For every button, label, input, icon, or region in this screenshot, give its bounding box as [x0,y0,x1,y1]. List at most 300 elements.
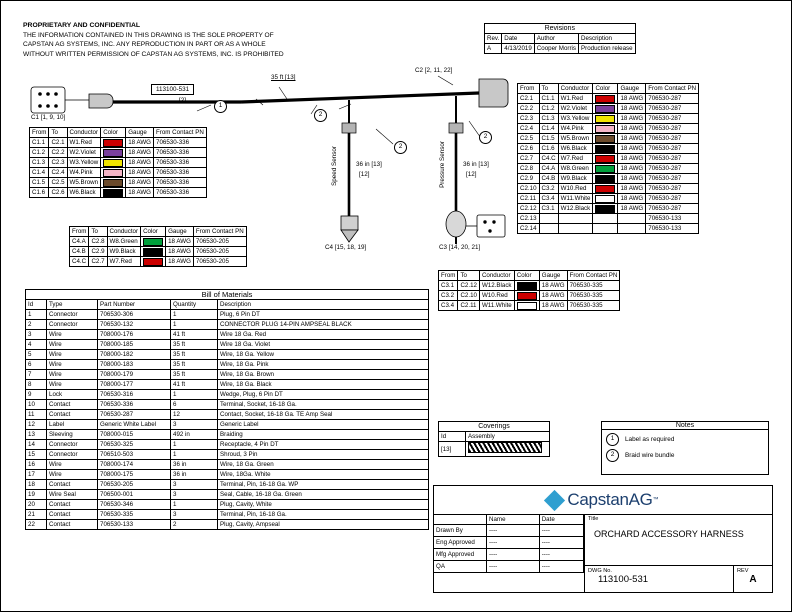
cell: 4 [26,340,47,350]
cell: Connector [47,320,98,330]
cell: 706530-287 [646,204,699,214]
cell: Contact, Socket, 16-18 Ga. TE Amp Seal [218,410,429,420]
cell: C4.A [539,164,558,174]
cell: 708000-185 [98,340,171,350]
cell [539,224,558,234]
table-row [26,440,429,450]
cell: W3.Yellow [558,114,593,124]
column-header: Author [534,34,578,44]
cell: Label [47,420,98,430]
c4-label: C4 [15, 18, 19] [325,244,367,251]
cell: C2.9 [89,247,107,257]
c3-connector-table [438,270,620,311]
cell: 706530-287 [646,164,699,174]
cell: C1.1 [30,138,49,148]
table-row [70,237,247,247]
cell: 18 AWG [126,168,154,178]
cell: A [485,44,502,54]
cell: 18 AWG [166,257,194,267]
table-row [26,340,429,350]
color-swatch-cell [101,178,126,188]
cell: 706530-287 [646,184,699,194]
column-header: Color [593,84,618,94]
color-swatch-cell [514,291,539,301]
table-row [26,390,429,400]
column-header: From Contact PN [154,128,207,138]
color-swatch-cell [593,144,618,154]
proprietary-line-2: CAPSTAN AG SYSTEMS, INC. ANY REPRODUCTION IN PART OR AS A WHOLE [23,41,266,48]
table-row [434,525,584,537]
table-row [26,450,429,460]
column-header: From Contact PN [646,84,699,94]
bom-title: Bill of Materials [26,290,429,300]
cell: Cooper Morris [534,44,578,54]
capstan-logo [434,486,772,515]
column-header: From Contact PN [567,271,620,281]
cell: 1 [171,500,218,510]
table-row [518,214,699,224]
cell: W6.Black [558,144,593,154]
note-item [606,449,764,462]
cell: C2.10 [518,184,540,194]
table-row [30,178,207,188]
table-row [439,442,550,457]
cell: 18 AWG [539,291,567,301]
table-row [26,350,429,360]
cell: W11.White [558,194,593,204]
cell: C3.1 [539,204,558,214]
cell: C3.2 [539,184,558,194]
table-row [26,430,429,440]
cell: 706500-001 [98,490,171,500]
cell: 706530-287 [646,194,699,204]
cell: W1.Red [558,94,593,104]
c1-label: C1 [1, 9, 10] [31,114,66,121]
balloon-1-c1: 1 [214,100,227,113]
table-row [26,490,429,500]
cell: C2.4 [518,124,540,134]
cell: 22 [26,520,47,530]
cell: 706530-336 [154,138,207,148]
column-header: Gauge [166,227,194,237]
cell: ---- [539,537,583,549]
color-swatch-cell [141,237,166,247]
cell: W1.Red [67,138,101,148]
cell: W7.Red [558,154,593,164]
table-row [518,114,699,124]
note-text: Label as required [625,436,675,443]
cell: 708000-183 [98,360,171,370]
cell: C4.C [539,154,558,164]
cell: 3 [26,330,47,340]
table-row [26,460,429,470]
c1-connector-table [29,127,207,198]
table-row [26,470,429,480]
color-swatch-cell [101,168,126,178]
cell: Wire 18 Ga. Red [218,330,429,340]
coverings-table [438,421,550,457]
cell: Wire, 18 Ga. Brown [218,370,429,380]
table-row [439,301,620,311]
cell: Wire [47,360,98,370]
table-row [26,420,429,430]
column-header: Color [141,227,166,237]
cell: Wire [47,340,98,350]
cell: C2.6 [49,188,67,198]
cell: 2 [171,520,218,530]
cell: 3 [171,510,218,520]
cell: 16 [26,460,47,470]
cell: Contact [47,480,98,490]
cell: 706530-325 [98,440,171,450]
note-text: Braid wire bundle [625,452,675,459]
cell: W4.Pink [558,124,593,134]
cell: C2.2 [49,148,67,158]
cell: 1 [171,320,218,330]
cell: 18 [26,480,47,490]
cell: 706530-346 [98,500,171,510]
cell: 15 [26,450,47,460]
cell: 36 in [171,470,218,480]
proprietary-heading: PROPRIETARY AND CONFIDENTIAL [23,22,141,29]
column-header [434,515,487,525]
cell: Wire [47,330,98,340]
cell: C3.2 [439,291,458,301]
cell: 706530-287 [646,154,699,164]
cell: 706530-205 [193,237,246,247]
column-header: Date [539,515,583,525]
bill-of-materials-table [25,289,429,530]
cell: W6.Black [67,188,101,198]
cell: ---- [487,525,540,537]
cell: Eng Approved [434,537,487,549]
cell: 1 [171,390,218,400]
cell: 706530-133 [98,520,171,530]
balloon-2-speed: 2 [394,141,407,154]
cell: C2.5 [518,134,540,144]
table-row [518,194,699,204]
cell: 11 [26,410,47,420]
column-header: Conductor [107,227,141,237]
cell: W12.Black [558,204,593,214]
cell: C3.4 [539,194,558,204]
table-row [518,94,699,104]
cell: 708000-015 [98,430,171,440]
note-balloon: 1 [606,433,619,446]
cell: W8.Green [558,164,593,174]
proprietary-line-3: WITHOUT WRITTEN PERMISSION OF CAPSTAN AG SYSTEMS, INC. IS PROHIBITED [23,50,284,58]
harness-quantity: [2] [179,97,187,104]
cell: Wire [47,380,98,390]
column-header: Assembly [466,432,550,442]
table-row [30,158,207,168]
cell: 18 AWG [126,158,154,168]
column-header: Description [579,34,636,44]
cell: Wire [47,460,98,470]
color-swatch-cell [514,301,539,311]
cell: 41 ft [171,380,218,390]
balloon-2-trunk: 2 [314,109,327,122]
cell: 18 AWG [618,164,646,174]
cell: 35 ft [171,350,218,360]
cell: C1.1 [539,94,558,104]
notes-title: Notes [602,422,768,430]
cell [558,214,593,224]
balloon-2-pressure: 2 [479,131,492,144]
column-header: Gauge [126,128,154,138]
cell: W11.White [479,301,514,311]
cell [558,224,593,234]
table-row [26,480,429,490]
cell: C4.B [70,247,89,257]
coverings-title: Coverings [439,422,550,432]
table-row [518,164,699,174]
cell: 706530-316 [98,390,171,400]
cell: C2.7 [89,257,107,267]
length-36in-speed: 36 in [13] [356,161,382,168]
cell: Receptacle, 4 Pin DT [218,440,429,450]
logo-tm: ™ [652,497,659,503]
cell: 706530-287 [646,134,699,144]
logo-text: CapstanAG [567,490,653,509]
cell: 706530-133 [646,224,699,234]
cell: W2.Violet [67,148,101,158]
cell: 706530-336 [154,158,207,168]
cell: Terminal, Pin, 16-18 Ga. [218,510,429,520]
cell: 708000-177 [98,380,171,390]
cell: ---- [487,549,540,561]
cell: C3.1 [439,281,458,291]
cell: C2.1 [518,94,540,104]
table-row [30,168,207,178]
cell: C4.C [70,257,89,267]
cell: 20 [26,500,47,510]
cell: 3 [171,490,218,500]
speed-sensor-label: Speed Sensor [331,146,338,186]
table-row [434,561,584,573]
cell: 706530-287 [646,144,699,154]
note-item [606,433,764,446]
cell [618,224,646,234]
cell: 18 AWG [166,237,194,247]
column-header: Name [487,515,540,525]
color-swatch-cell [593,214,618,224]
table-row [518,124,699,134]
cell: 2 [26,320,47,330]
color-swatch-cell [141,247,166,257]
cell: 8 [26,380,47,390]
cell: Production release [579,44,636,54]
table-row [518,174,699,184]
column-header: Type [47,300,98,310]
cell: 1 [171,450,218,460]
cell: 7 [26,370,47,380]
cell: C1.2 [539,104,558,114]
cell: Connector [47,440,98,450]
cell: 706530-335 [567,291,620,301]
cell: 18 AWG [618,194,646,204]
braid-sample [466,442,550,457]
table-row [434,549,584,561]
cell: W8.Green [107,237,141,247]
table-row [439,291,620,301]
cell: W5.Brown [558,134,593,144]
table-row [26,500,429,510]
cell: W10.Red [558,184,593,194]
cell: 18 AWG [126,188,154,198]
cell: Terminal, Pin, 16-18 Ga. WP [218,480,429,490]
cell: 12 [26,420,47,430]
cell: Wire [47,370,98,380]
cell: 18 AWG [618,124,646,134]
cell: C2.11 [518,194,540,204]
cell: W9.Black [107,247,141,257]
cell: Shroud, 3 Pin [218,450,429,460]
cell [539,214,558,224]
cell: ---- [539,561,583,573]
cell: C2.6 [518,144,540,154]
cell: 1 [171,310,218,320]
cell: 706530-205 [193,247,246,257]
harness-part-number: 113100-531 [151,84,194,95]
column-header: From [518,84,540,94]
cell: Plug, Cavity, Ampseal [218,520,429,530]
table-row [26,510,429,520]
cell: 708000-176 [98,330,171,340]
column-header: Color [101,128,126,138]
cell [618,214,646,224]
cell: 706530-205 [193,257,246,267]
cell: 12 [171,410,218,420]
color-swatch-cell [593,184,618,194]
note-balloon: 2 [606,449,619,462]
table-row [518,224,699,234]
table-row [26,520,429,530]
cell: C1.2 [30,148,49,158]
table-row [30,138,207,148]
cell: W4.Pink [67,168,101,178]
column-header: Gauge [539,271,567,281]
cell: 18 AWG [126,138,154,148]
column-header: Conductor [67,128,101,138]
cell: Plug, 6 Pin DT [218,310,429,320]
column-header: To [458,271,480,281]
cell: ---- [487,561,540,573]
table-row [518,204,699,214]
cell: CONNECTOR PLUG 14-PIN AMPSEAL BLACK [218,320,429,330]
table-row [26,370,429,380]
column-header: Description [218,300,429,310]
cell: Connector [47,310,98,320]
cell: Connector [47,450,98,460]
cell: 706530-336 [154,188,207,198]
cell: W9.Black [558,174,593,184]
dwg-label: DWG No. [588,568,612,574]
cell: 708000-175 [98,470,171,480]
cell: C2.7 [518,154,540,164]
title-value: ORCHARD ACCESSORY HARNESS [594,529,744,539]
cell: W12.Black [479,281,514,291]
cell: 14 [26,440,47,450]
cell: Contact [47,410,98,420]
cell: C4.B [539,174,558,184]
cell: Generic Label [218,420,429,430]
cell: Sleeving [47,430,98,440]
column-header: Id [439,432,466,442]
cell: C1.3 [30,158,49,168]
cell: [13] [439,442,466,457]
table-row [30,188,207,198]
table-row [26,380,429,390]
color-swatch-cell [593,154,618,164]
table-row [30,148,207,158]
cell: 35 ft [171,370,218,380]
approvals-table [434,515,585,592]
cell: 18 AWG [618,184,646,194]
cell: 9 [26,390,47,400]
cell: C2.12 [458,281,480,291]
cell: Wire 18 Ga. Violet [218,340,429,350]
cell: 706530-287 [646,94,699,104]
cell: 13 [26,430,47,440]
rev-field [734,566,772,592]
cell: 706530-205 [98,480,171,490]
cell: C1.5 [30,178,49,188]
cell: 4/13/2019 [502,44,535,54]
table-row [26,410,429,420]
c3-label: C3 [14, 20, 21] [439,244,481,251]
table-row [70,257,247,267]
column-header: From Contact PN [193,227,246,237]
cell: 18 AWG [539,301,567,311]
cell: C4.A [70,237,89,247]
dwg-value: 113100-531 [598,574,649,585]
cell: 706530-335 [98,510,171,520]
color-swatch-cell [101,158,126,168]
cell: Contact [47,500,98,510]
cell: 18 AWG [126,148,154,158]
cell: 21 [26,510,47,520]
color-swatch-cell [593,124,618,134]
cell: C2.10 [458,291,480,301]
cell: C1.4 [539,124,558,134]
cell: 706530-287 [646,104,699,114]
cell: Braiding [218,430,429,440]
revisions-title: Revisions [485,24,636,34]
cell: ---- [539,525,583,537]
cell: C2.2 [518,104,540,114]
table-row [518,184,699,194]
cell: 18 AWG [618,114,646,124]
color-swatch-cell [593,134,618,144]
title-label: Title [588,516,599,522]
column-header: Date [502,34,535,44]
title-block [433,485,773,593]
cell: Seal, Cable, 16-18 Ga. Green [218,490,429,500]
column-header: Color [514,271,539,281]
cell: 706510-503 [98,450,171,460]
c2-connector-table [517,83,699,234]
cell: 706530-133 [646,214,699,224]
rev-value: A [749,574,757,585]
cell: 19 [26,490,47,500]
cell: 18 AWG [126,178,154,188]
cell: C1.4 [30,168,49,178]
cell: C1.6 [30,188,49,198]
cell: Lock [47,390,98,400]
pressure-sensor-label: Pressure Sensor [439,141,446,188]
cell: W5.Brown [67,178,101,188]
